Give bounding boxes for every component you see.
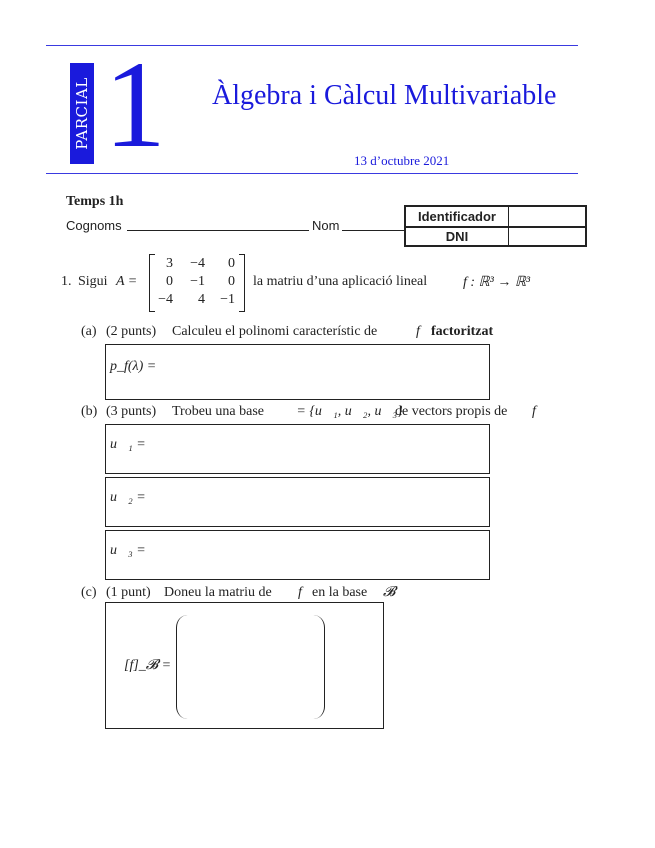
parcial-badge-label: PARCIAL bbox=[73, 77, 91, 150]
name-label: Nom bbox=[312, 218, 340, 233]
surnames-field[interactable] bbox=[127, 230, 309, 231]
part-b-var: f bbox=[532, 404, 536, 419]
dni-label: DNI bbox=[406, 228, 509, 245]
time-label: Temps 1h bbox=[66, 194, 124, 209]
matrix-cell: −4 bbox=[190, 256, 205, 271]
header-bottom-rule bbox=[46, 173, 578, 174]
exam-number: 1 bbox=[104, 36, 166, 173]
matrix-left-paren bbox=[176, 615, 199, 719]
answer-box-u1[interactable] bbox=[105, 424, 490, 474]
part-b-points: (3 punts) bbox=[106, 404, 157, 419]
matrix-right-paren bbox=[302, 615, 325, 719]
matrix-cell: 0 bbox=[228, 274, 235, 289]
name-field[interactable] bbox=[342, 230, 404, 231]
id-label: Identificador bbox=[406, 207, 509, 228]
matrix-cell: 0 bbox=[228, 256, 235, 271]
part-c-basis: 𝓑 bbox=[383, 585, 396, 600]
matrix-cell: 3 bbox=[166, 256, 173, 271]
part-c-var: f bbox=[298, 585, 302, 600]
dni-input[interactable] bbox=[509, 228, 585, 245]
part-b-text: Trobeu una base bbox=[172, 404, 265, 419]
surnames-label: Cognoms bbox=[66, 218, 122, 233]
course-title: Àlgebra i Càlcul Multivariable bbox=[212, 80, 557, 111]
id-table bbox=[404, 205, 587, 247]
question-number: 1. bbox=[61, 274, 72, 289]
matrix-right-bracket bbox=[239, 254, 245, 312]
u3-label: u⃗₃ = bbox=[110, 543, 146, 558]
charpoly-label: p_f(λ) = bbox=[110, 359, 157, 374]
part-c-label: (c) bbox=[81, 585, 97, 600]
id-input[interactable] bbox=[509, 207, 585, 228]
linear-map: f : ℝ³ → ℝ³ bbox=[463, 275, 531, 290]
part-b-label: (b) bbox=[81, 404, 98, 419]
part-a-text: Calculeu el polinomi característic de bbox=[172, 324, 378, 339]
u1-label: u⃗₁ = bbox=[110, 437, 146, 452]
part-a-points: (2 punts) bbox=[106, 324, 157, 339]
answer-box-u3[interactable] bbox=[105, 530, 490, 580]
part-c-points: (1 punt) bbox=[106, 585, 151, 600]
matrix-cell: 4 bbox=[198, 292, 205, 307]
matrix-cell: 0 bbox=[166, 274, 173, 289]
answer-box-charpoly[interactable] bbox=[105, 344, 490, 400]
part-a-var: f bbox=[416, 324, 420, 339]
matrix-name: A = bbox=[116, 274, 138, 289]
answer-box-u2[interactable] bbox=[105, 477, 490, 527]
matrix-f-label: [f]_𝓑 = bbox=[124, 658, 172, 673]
part-a-label: (a) bbox=[81, 324, 97, 339]
exam-date: 13 d’octubre 2021 bbox=[354, 153, 450, 168]
matrix-A bbox=[149, 254, 245, 312]
matrix-cell: −1 bbox=[220, 292, 235, 307]
question-intro-suffix: la matriu d’una aplicació lineal bbox=[253, 274, 428, 289]
matrix-cell: −1 bbox=[190, 274, 205, 289]
part-b-set: 𝓑 = {u⃗₁, u⃗₂, u⃗₃} bbox=[282, 404, 403, 419]
part-c-text2: en la base bbox=[312, 585, 368, 600]
matrix-cell: −4 bbox=[158, 292, 173, 307]
question-intro-prefix: Sigui bbox=[78, 274, 108, 289]
part-c-text: Doneu la matriu de bbox=[164, 585, 272, 600]
part-a-bold: factoritzat bbox=[431, 324, 494, 339]
answer-box-matrix[interactable] bbox=[105, 602, 384, 729]
u2-label: u⃗₂ = bbox=[110, 490, 146, 505]
parcial-badge bbox=[70, 63, 94, 164]
part-b-text2: de vectors propis de bbox=[395, 404, 508, 419]
